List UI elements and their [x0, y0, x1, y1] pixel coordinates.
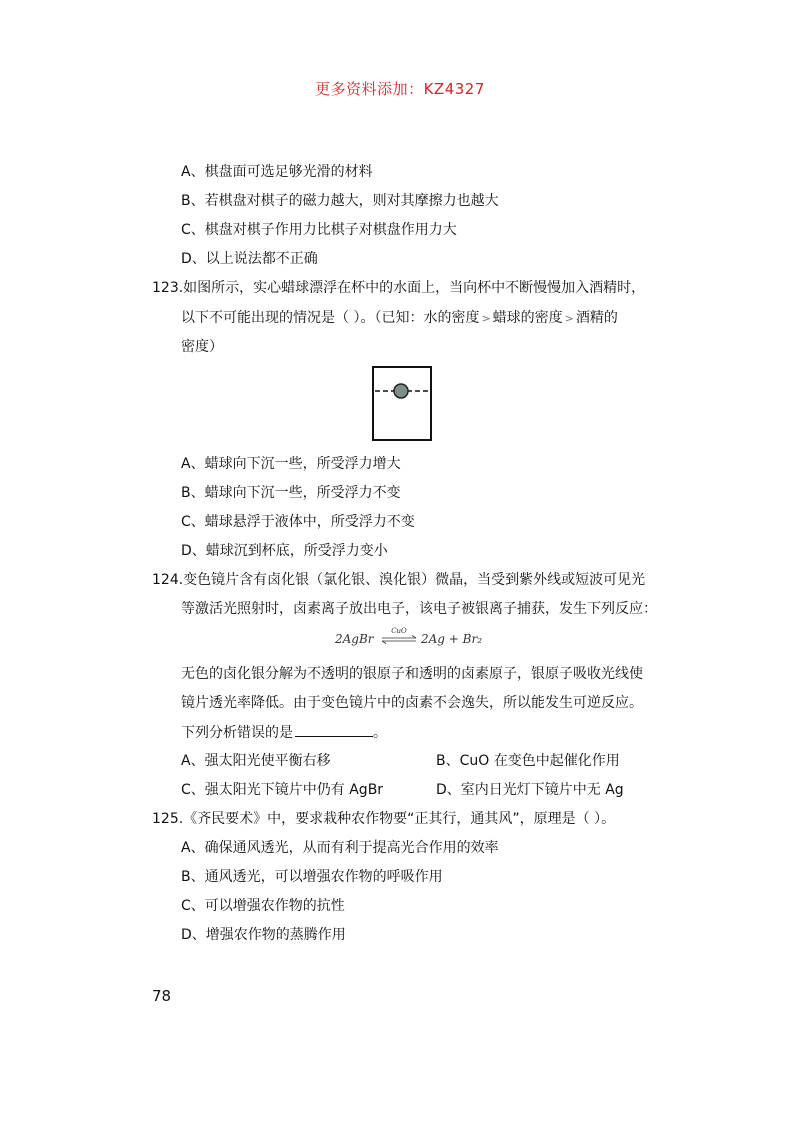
q124-paragraph-line1: 无色的卤化银分解为不透明的银原子和透明的卤素原子，银原子吸收光线使 — [181, 666, 643, 682]
greater-than-sign: > — [481, 312, 491, 325]
q122-option-c: C、棋盘对棋子作用力比棋子对棋盘作用力大 — [181, 222, 457, 238]
q124-question-end: 。 — [373, 725, 387, 741]
q122-option-a: A、棋盘面可选足够光滑的材料 — [181, 164, 373, 180]
q124-option-a: A、强太阳光使平衡右移 — [181, 753, 331, 769]
equation-products: 2Ag + Br₂ — [421, 632, 483, 646]
reversible-arrow-icon — [380, 626, 418, 648]
cup-with-wax-ball-figure — [372, 366, 432, 441]
q122-option-d: D、以上说法都不正确 — [181, 251, 318, 267]
q124-paragraph-line2: 镜片透光率降低。由于变色镜片中的卤素不会逸失，所以能发生可逆反应。 — [181, 695, 643, 711]
q125-number: 125. — [152, 811, 184, 827]
q125-text-line1: 《齐民要术》中，要求栽种农作物要“正其行，通其风”，原理是（ ）。 — [183, 811, 616, 827]
q122-option-b: B、若棋盘对棋子的磁力越大，则对其摩擦力也越大 — [181, 193, 499, 209]
q125-option-a: A、确保通风透光，从而有利于提高光合作用的效率 — [181, 840, 499, 856]
q124-text-line1: 变色镜片含有卤化银（氯化银、溴化银）微晶，当受到紫外线或短波可见光 — [183, 572, 646, 588]
q123-stem-line3: 密度） — [181, 339, 223, 355]
q123-text-line1: 如图所示，实心蜡球漂浮在杯中的水面上，当向杯中不断慢慢加入酒精时， — [183, 280, 646, 296]
page-number: 78 — [152, 987, 172, 1005]
q124-option-b: B、CuO 在变色中起催化作用 — [436, 753, 620, 769]
q125-stem-line1 — [152, 809, 615, 829]
q123-number: 123. — [152, 280, 184, 296]
q123-option-b: B、蜡球向下沉一些，所受浮力不变 — [181, 485, 401, 501]
q125-option-c: C、可以增强农作物的抗性 — [181, 898, 345, 914]
equation-reactant: 2AgBr — [335, 632, 374, 646]
q123-text-line2a: 以下不可能出现的情况是（ ）。（已知：水的密度 — [181, 310, 480, 326]
q123-text-line2c: 酒精的 — [575, 310, 618, 326]
q123-option-c: C、蜡球悬浮于液体中，所受浮力不变 — [181, 514, 415, 530]
q125-option-d: D、增强农作物的蒸腾作用 — [181, 927, 346, 943]
q124-option-d: D、室内日光灯下镜片中无 Ag — [436, 782, 624, 798]
reaction-equation — [335, 626, 485, 652]
q124-stem-line1 — [152, 570, 645, 590]
greater-than-sign: > — [564, 312, 574, 325]
q123-option-a: A、蜡球向下沉一些，所受浮力增大 — [181, 456, 401, 472]
q123-stem-line2 — [181, 308, 618, 329]
q125-option-b: B、通风透光，可以增强农作物的呼吸作用 — [181, 869, 443, 885]
header-contact-note: 更多资料添加：KZ4327 — [315, 80, 485, 98]
q124-question-line — [181, 722, 387, 743]
q123-text-line2b: 蜡球的密度 — [492, 310, 563, 326]
q123-stem-line1 — [152, 278, 645, 298]
answer-blank — [295, 722, 373, 737]
q124-stem-line2: 等激活光照射时，卤素离子放出电子，该电子被银离子捕获，发生下列反应： — [181, 601, 657, 617]
q123-option-d: D、蜡球沉到杯底，所受浮力变小 — [181, 543, 388, 559]
wax-ball-icon — [394, 384, 408, 398]
equation-catalyst: CuO — [391, 627, 407, 635]
q124-option-c: C、强太阳光下镜片中仍有 AgBr — [181, 782, 384, 798]
q124-question-text: 下列分析错误的是 — [181, 725, 293, 741]
q124-number: 124. — [152, 572, 184, 588]
cup-outline — [373, 367, 431, 440]
